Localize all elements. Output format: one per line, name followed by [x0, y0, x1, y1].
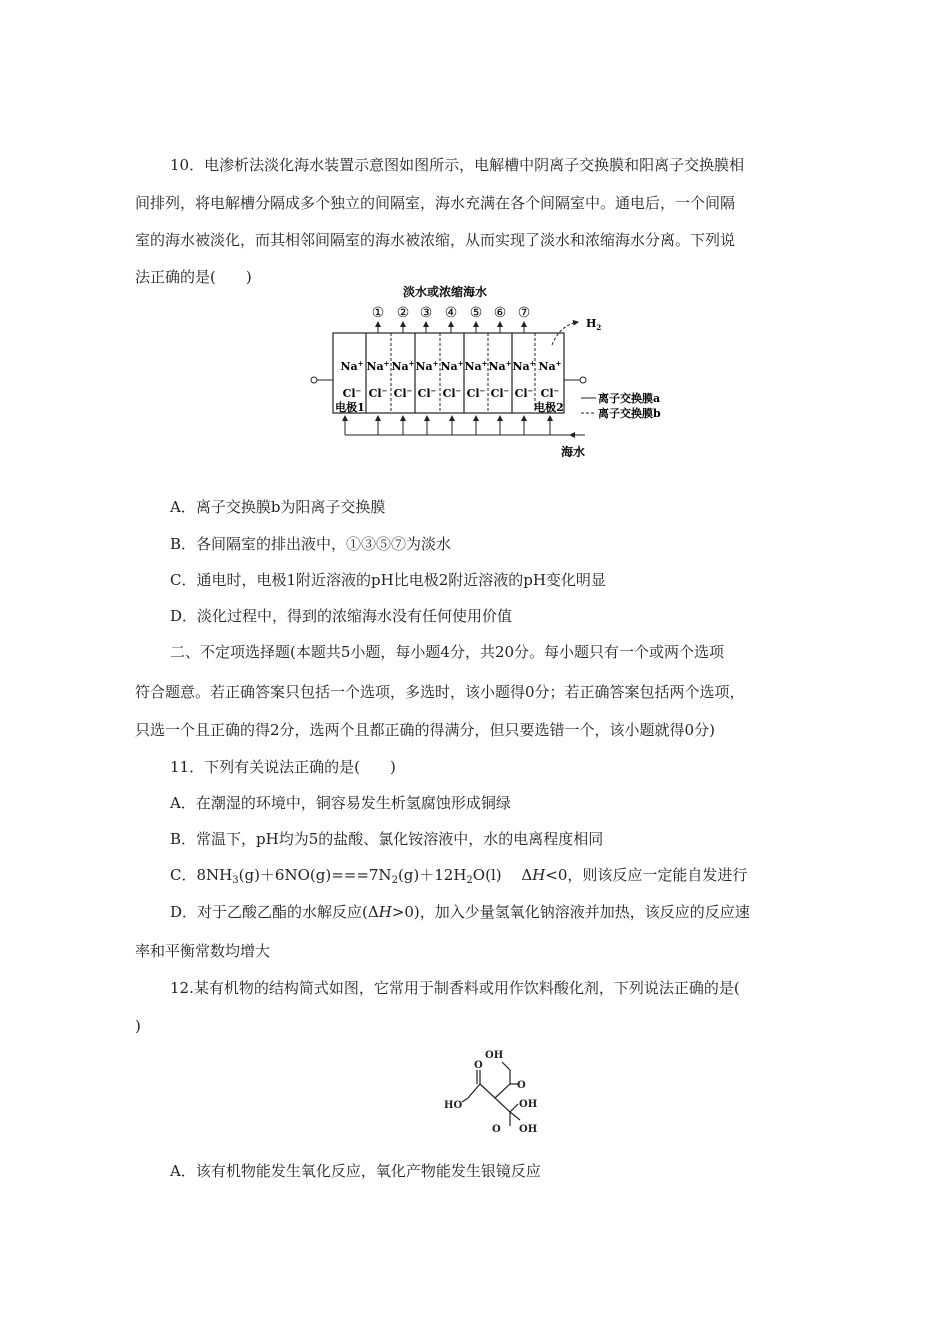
- q10-stem-line-3: 室的海水被淡化，而其相邻间隔室的海水被浓缩，从而实现了淡水和浓缩海水分离。下列说: [135, 231, 736, 249]
- q11-option-c: C．$8NH_3(g)+6NO(g)===7N_2(g)+12H_2O(l)$ ΔH<0，则该反应一定能自发进行: [170, 866, 748, 886]
- svg-text:Na+: Na+: [440, 359, 464, 373]
- svg-text:Cl−: Cl−: [490, 386, 510, 400]
- q12-option-a: A．该有机物能发生氧化反应，氧化产物能发生银镜反应: [170, 1162, 541, 1180]
- electrolytic-cell: [333, 333, 564, 413]
- outlet-5: ⑤: [469, 305, 483, 321]
- svg-text:Cl−: Cl−: [368, 386, 388, 400]
- diagram-title: 淡水或浓缩海水: [402, 285, 488, 299]
- legend-membrane-a: 离子交换膜a: [598, 392, 661, 405]
- outlet-4: ④: [444, 305, 458, 321]
- q11-option-d-line-1: D．对于乙酸乙酯的水解反应(ΔH>0)，加入少量氢氧化钠溶液并加热，该反应的反应速: [170, 903, 750, 921]
- svg-text:Cl−: Cl−: [417, 386, 437, 400]
- svg-text:Cl−: Cl−: [540, 386, 560, 400]
- label-o-top: O: [517, 1080, 526, 1091]
- label-ho-left: HO: [444, 1100, 463, 1111]
- label-oh-top: OH: [485, 1050, 504, 1061]
- q12-stem-line-2: ): [135, 1017, 141, 1035]
- h2-label: $H_2$: [586, 317, 602, 332]
- svg-text:Cl−: Cl−: [466, 386, 486, 400]
- svg-text:Na+: Na+: [464, 359, 488, 373]
- svg-text:Cl−: Cl−: [514, 386, 534, 400]
- q10-stem-line-2: 间排列，将电解槽分隔成多个独立的间隔室，海水充满在各个间隔室中。通电后，一个间隔: [135, 194, 736, 212]
- svg-text:Cl−: Cl−: [442, 386, 462, 400]
- label-oh-bottom: OH: [519, 1124, 538, 1135]
- q11-option-b: B．常温下，pH均为5的盐酸、氯化铵溶液中，水的电离程度相同: [170, 830, 604, 848]
- svg-text:Na+: Na+: [538, 359, 562, 373]
- section2-line-3: 只选一个且正确的得2分，选两个且都正确的得满分，但只要选错一个，该小题就得0分): [135, 721, 715, 739]
- label-oh-right: OH: [519, 1099, 538, 1110]
- q10-option-a: A．离子交换膜b为阳离子交换膜: [170, 498, 386, 516]
- outlet-2: ②: [396, 305, 410, 321]
- label-o-bottom: O: [492, 1124, 501, 1135]
- svg-text:Na+: Na+: [415, 359, 439, 373]
- citric-acid-structure: [0, 1040, 950, 1140]
- electrode-2-label: 电极2: [534, 401, 564, 414]
- svg-text:Na+: Na+: [512, 359, 536, 373]
- outlet-3: ③: [419, 305, 433, 321]
- section2-line-2: 符合题意。若正确答案只包括一个选项，多选时，该小题得0分；若正确答案包括两个选项，: [135, 683, 745, 701]
- q10-option-c: C．通电时，电极1附近溶液的pH比电极2附近溶液的pH变化明显: [170, 571, 606, 589]
- q11-stem: 11．下列有关说法正确的是( ): [170, 758, 396, 776]
- seawater-label: 海水: [560, 445, 586, 459]
- q10-option-b: B．各间隔室的排出液中，①③⑤⑦为淡水: [170, 535, 452, 553]
- svg-text:Cl−: Cl−: [393, 386, 413, 400]
- electrode-1-label: 电极1: [335, 401, 365, 414]
- svg-text:Na+: Na+: [391, 359, 415, 373]
- q10-stem-line-1: 10．电渗析法淡化海水装置示意图如图所示，电解槽中阴离子交换膜和阳离子交换膜相: [170, 156, 745, 174]
- q10-option-d: D．淡化过程中，得到的浓缩海水没有任何使用价值: [170, 607, 513, 625]
- svg-text:Cl−: Cl−: [342, 386, 362, 400]
- q11-option-d-line-2: 率和平衡常数均增大: [135, 942, 271, 960]
- section2-line-1: 二、不定项选择题(本题共5小题，每小题4分，共20分。每小题只有一个或两个选项: [170, 643, 725, 661]
- outlet-1: ①: [371, 305, 385, 321]
- q11-option-a: A．在潮湿的环境中，铜容易发生析氢腐蚀形成铜绿: [170, 794, 511, 812]
- outlet-6: ⑥: [493, 305, 507, 321]
- outlet-7: ⑦: [517, 305, 531, 321]
- svg-text:Na+: Na+: [366, 359, 390, 373]
- q10-stem-line-4: 法正确的是( ): [135, 268, 252, 286]
- electrodialysis-diagram: [0, 280, 950, 480]
- svg-text:Na+: Na+: [340, 359, 364, 373]
- label-o-left: O: [474, 1060, 483, 1071]
- svg-text:Na+: Na+: [488, 359, 512, 373]
- q12-stem-line-1: 12.某有机物的结构简式如图，它常用于制香料或用作饮料酸化剂，下列说法正确的是(: [170, 979, 740, 997]
- legend-membrane-b: 离子交换膜b: [598, 407, 661, 420]
